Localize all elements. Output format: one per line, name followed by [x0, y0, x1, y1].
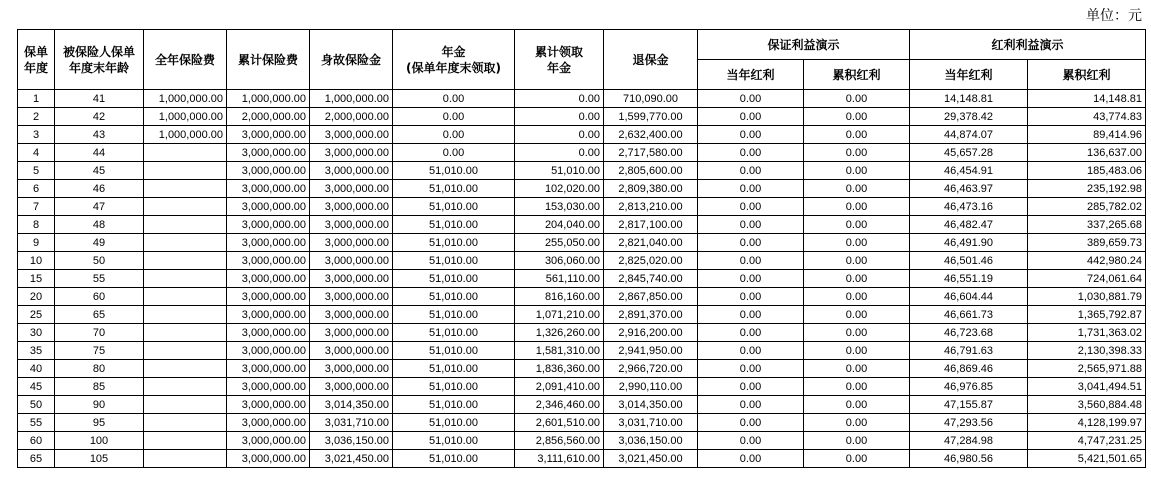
cell-guaranteed-cumulative: 0.00	[804, 396, 910, 414]
cell-death-benefit: 3,000,000.00	[310, 126, 393, 144]
cell-dividend-cumulative: 2,565,971.88	[1028, 360, 1146, 378]
cell-age: 45	[55, 162, 144, 180]
cell-surrender-value: 3,014,350.00	[604, 396, 698, 414]
cell-cumulative-annuity: 51,010.00	[515, 162, 604, 180]
table-row	[18, 324, 1146, 342]
cell-annuity: 0.00	[393, 144, 515, 162]
cell-dividend-current: 47,293.56	[910, 414, 1028, 432]
cell-dividend-current: 46,980.56	[910, 450, 1028, 468]
cell-dividend-current: 46,661.73	[910, 306, 1028, 324]
cell-annuity: 51,010.00	[393, 162, 515, 180]
cell-death-benefit: 3,000,000.00	[310, 144, 393, 162]
cell-cumulative-annuity: 1,326,260.00	[515, 324, 604, 342]
cell-annual-premium	[144, 324, 227, 342]
cell-dividend-current: 46,869.46	[910, 360, 1028, 378]
cell-cumulative-annuity: 1,836,360.00	[515, 360, 604, 378]
header-guaranteed-group: 保证利益演示	[698, 30, 910, 60]
cell-cumulative-premium: 3,000,000.00	[227, 252, 310, 270]
table-row	[18, 270, 1146, 288]
cell-age: 44	[55, 144, 144, 162]
cell-dividend-cumulative: 337,265.68	[1028, 216, 1146, 234]
cell-dividend-current: 44,874.07	[910, 126, 1028, 144]
cell-cumulative-premium: 3,000,000.00	[227, 324, 310, 342]
cell-dividend-cumulative: 389,659.73	[1028, 234, 1146, 252]
cell-policy-year: 1	[18, 90, 55, 108]
table-header	[18, 30, 1146, 90]
cell-dividend-current: 46,976.85	[910, 378, 1028, 396]
cell-annual-premium	[144, 306, 227, 324]
cell-annual-premium	[144, 414, 227, 432]
cell-guaranteed-cumulative: 0.00	[804, 144, 910, 162]
cell-guaranteed-cumulative: 0.00	[804, 450, 910, 468]
cell-dividend-cumulative: 3,560,884.48	[1028, 396, 1146, 414]
cell-guaranteed-cumulative: 0.00	[804, 378, 910, 396]
cell-age: 60	[55, 288, 144, 306]
cell-annual-premium	[144, 180, 227, 198]
cell-guaranteed-current: 0.00	[698, 288, 804, 306]
cell-dividend-current: 46,491.90	[910, 234, 1028, 252]
cell-age: 85	[55, 378, 144, 396]
cell-guaranteed-current: 0.00	[698, 396, 804, 414]
cell-dividend-cumulative: 89,414.96	[1028, 126, 1146, 144]
cell-dividend-current: 46,501.46	[910, 252, 1028, 270]
cell-annuity: 0.00	[393, 90, 515, 108]
cell-age: 105	[55, 450, 144, 468]
table-row	[18, 180, 1146, 198]
cell-death-benefit: 3,000,000.00	[310, 252, 393, 270]
cell-surrender-value: 2,821,040.00	[604, 234, 698, 252]
cell-annual-premium	[144, 342, 227, 360]
cell-annuity: 51,010.00	[393, 396, 515, 414]
cell-age: 70	[55, 324, 144, 342]
cell-policy-year: 2	[18, 108, 55, 126]
cell-dividend-cumulative: 5,421,501.65	[1028, 450, 1146, 468]
cell-cumulative-annuity: 1,071,210.00	[515, 306, 604, 324]
cell-death-benefit: 3,000,000.00	[310, 306, 393, 324]
cell-age: 47	[55, 198, 144, 216]
cell-death-benefit: 3,000,000.00	[310, 324, 393, 342]
table-row	[18, 342, 1146, 360]
cell-age: 90	[55, 396, 144, 414]
cell-cumulative-annuity: 204,040.00	[515, 216, 604, 234]
cell-policy-year: 30	[18, 324, 55, 342]
cell-guaranteed-cumulative: 0.00	[804, 432, 910, 450]
cell-guaranteed-cumulative: 0.00	[804, 162, 910, 180]
cell-surrender-value: 2,813,210.00	[604, 198, 698, 216]
cell-death-benefit: 3,000,000.00	[310, 360, 393, 378]
header-surrender-value: 退保金	[604, 30, 698, 90]
cell-guaranteed-cumulative: 0.00	[804, 414, 910, 432]
table-row	[18, 414, 1146, 432]
cell-cumulative-annuity: 3,111,610.00	[515, 450, 604, 468]
cell-dividend-current: 46,791.63	[910, 342, 1028, 360]
cell-annuity: 51,010.00	[393, 414, 515, 432]
cell-dividend-cumulative: 2,130,398.33	[1028, 342, 1146, 360]
cell-cumulative-premium: 3,000,000.00	[227, 144, 310, 162]
cell-policy-year: 8	[18, 216, 55, 234]
cell-guaranteed-current: 0.00	[698, 414, 804, 432]
cell-annual-premium	[144, 378, 227, 396]
cell-annuity: 51,010.00	[393, 378, 515, 396]
cell-cumulative-annuity: 255,050.00	[515, 234, 604, 252]
cell-policy-year: 5	[18, 162, 55, 180]
cell-cumulative-premium: 3,000,000.00	[227, 342, 310, 360]
cell-cumulative-premium: 3,000,000.00	[227, 396, 310, 414]
cell-dividend-cumulative: 185,483.06	[1028, 162, 1146, 180]
cell-guaranteed-cumulative: 0.00	[804, 126, 910, 144]
cell-cumulative-premium: 3,000,000.00	[227, 180, 310, 198]
cell-guaranteed-current: 0.00	[698, 216, 804, 234]
cell-dividend-cumulative: 1,365,792.87	[1028, 306, 1146, 324]
cell-age: 55	[55, 270, 144, 288]
cell-surrender-value: 710,090.00	[604, 90, 698, 108]
cell-annuity: 51,010.00	[393, 432, 515, 450]
cell-surrender-value: 2,845,740.00	[604, 270, 698, 288]
cell-cumulative-annuity: 816,160.00	[515, 288, 604, 306]
header-cumulative-annuity: 累计领取 年金	[515, 30, 604, 90]
cell-annuity: 51,010.00	[393, 288, 515, 306]
cell-annuity: 51,010.00	[393, 342, 515, 360]
cell-dividend-cumulative: 724,061.64	[1028, 270, 1146, 288]
cell-annual-premium	[144, 162, 227, 180]
cell-dividend-current: 46,473.16	[910, 198, 1028, 216]
cell-guaranteed-current: 0.00	[698, 324, 804, 342]
cell-surrender-value: 2,891,370.00	[604, 306, 698, 324]
table-row	[18, 396, 1146, 414]
cell-policy-year: 7	[18, 198, 55, 216]
cell-policy-year: 35	[18, 342, 55, 360]
cell-guaranteed-cumulative: 0.00	[804, 324, 910, 342]
header-death-benefit: 身故保险金	[310, 30, 393, 90]
header-dividend-current: 当年红利	[910, 60, 1028, 90]
cell-guaranteed-cumulative: 0.00	[804, 198, 910, 216]
cell-cumulative-annuity: 1,581,310.00	[515, 342, 604, 360]
cell-death-benefit: 3,000,000.00	[310, 288, 393, 306]
cell-guaranteed-current: 0.00	[698, 342, 804, 360]
cell-death-benefit: 3,000,000.00	[310, 342, 393, 360]
cell-annual-premium	[144, 396, 227, 414]
cell-death-benefit: 3,036,150.00	[310, 432, 393, 450]
cell-annuity: 0.00	[393, 108, 515, 126]
header-dividend-group: 红利利益演示	[910, 30, 1146, 60]
cell-cumulative-annuity: 561,110.00	[515, 270, 604, 288]
cell-annual-premium	[144, 270, 227, 288]
cell-age: 100	[55, 432, 144, 450]
cell-surrender-value: 2,825,020.00	[604, 252, 698, 270]
cell-guaranteed-current: 0.00	[698, 306, 804, 324]
cell-surrender-value: 1,599,770.00	[604, 108, 698, 126]
cell-guaranteed-cumulative: 0.00	[804, 270, 910, 288]
cell-cumulative-premium: 3,000,000.00	[227, 288, 310, 306]
cell-policy-year: 40	[18, 360, 55, 378]
cell-annuity: 51,010.00	[393, 450, 515, 468]
cell-cumulative-annuity: 0.00	[515, 90, 604, 108]
cell-guaranteed-current: 0.00	[698, 432, 804, 450]
table-row	[18, 432, 1146, 450]
table-body	[18, 90, 1146, 468]
table-row	[18, 126, 1146, 144]
cell-cumulative-premium: 3,000,000.00	[227, 198, 310, 216]
header-insured-age: 被保险人保单 年度末年龄	[55, 30, 144, 90]
cell-cumulative-premium: 2,000,000.00	[227, 108, 310, 126]
cell-annual-premium	[144, 198, 227, 216]
cell-cumulative-premium: 3,000,000.00	[227, 360, 310, 378]
cell-guaranteed-current: 0.00	[698, 270, 804, 288]
cell-cumulative-annuity: 2,601,510.00	[515, 414, 604, 432]
cell-dividend-current: 46,463.97	[910, 180, 1028, 198]
table-row	[18, 288, 1146, 306]
table-row	[18, 378, 1146, 396]
cell-dividend-current: 14,148.81	[910, 90, 1028, 108]
table-row	[18, 216, 1146, 234]
cell-annuity: 51,010.00	[393, 324, 515, 342]
cell-dividend-cumulative: 4,128,199.97	[1028, 414, 1146, 432]
cell-surrender-value: 2,916,200.00	[604, 324, 698, 342]
cell-annual-premium: 1,000,000.00	[144, 90, 227, 108]
cell-death-benefit: 3,000,000.00	[310, 198, 393, 216]
cell-guaranteed-current: 0.00	[698, 108, 804, 126]
cell-guaranteed-current: 0.00	[698, 378, 804, 396]
cell-dividend-current: 47,155.87	[910, 396, 1028, 414]
cell-dividend-current: 46,482.47	[910, 216, 1028, 234]
cell-surrender-value: 2,809,380.00	[604, 180, 698, 198]
cell-annual-premium	[144, 432, 227, 450]
cell-annual-premium	[144, 288, 227, 306]
cell-guaranteed-cumulative: 0.00	[804, 90, 910, 108]
cell-cumulative-premium: 3,000,000.00	[227, 162, 310, 180]
cell-dividend-current: 47,284.98	[910, 432, 1028, 450]
cell-surrender-value: 2,817,100.00	[604, 216, 698, 234]
cell-dividend-current: 46,604.44	[910, 288, 1028, 306]
cell-dividend-cumulative: 136,637.00	[1028, 144, 1146, 162]
cell-dividend-current: 29,378.42	[910, 108, 1028, 126]
cell-annuity: 51,010.00	[393, 216, 515, 234]
table-row	[18, 90, 1146, 108]
cell-guaranteed-cumulative: 0.00	[804, 234, 910, 252]
benefit-illustration-table	[17, 29, 1146, 468]
cell-cumulative-premium: 3,000,000.00	[227, 378, 310, 396]
cell-annual-premium	[144, 216, 227, 234]
cell-cumulative-premium: 3,000,000.00	[227, 270, 310, 288]
cell-cumulative-annuity: 102,020.00	[515, 180, 604, 198]
cell-annual-premium: 1,000,000.00	[144, 108, 227, 126]
header-annual-premium: 全年保险费	[144, 30, 227, 90]
table-row	[18, 360, 1146, 378]
table-row	[18, 450, 1146, 468]
table-row	[18, 306, 1146, 324]
cell-death-benefit: 3,000,000.00	[310, 216, 393, 234]
cell-guaranteed-current: 0.00	[698, 162, 804, 180]
cell-policy-year: 65	[18, 450, 55, 468]
cell-surrender-value: 2,990,110.00	[604, 378, 698, 396]
cell-death-benefit: 3,000,000.00	[310, 378, 393, 396]
cell-cumulative-premium: 3,000,000.00	[227, 234, 310, 252]
cell-guaranteed-current: 0.00	[698, 144, 804, 162]
cell-dividend-current: 45,657.28	[910, 144, 1028, 162]
unit-label: 单位：元	[1086, 8, 1142, 24]
cell-policy-year: 4	[18, 144, 55, 162]
table-row	[18, 108, 1146, 126]
cell-annual-premium	[144, 144, 227, 162]
cell-annuity: 51,010.00	[393, 180, 515, 198]
cell-guaranteed-current: 0.00	[698, 90, 804, 108]
cell-surrender-value: 3,021,450.00	[604, 450, 698, 468]
cell-guaranteed-cumulative: 0.00	[804, 360, 910, 378]
cell-cumulative-annuity: 153,030.00	[515, 198, 604, 216]
cell-cumulative-annuity: 0.00	[515, 144, 604, 162]
cell-annual-premium	[144, 234, 227, 252]
cell-cumulative-premium: 3,000,000.00	[227, 432, 310, 450]
cell-policy-year: 6	[18, 180, 55, 198]
cell-surrender-value: 2,867,850.00	[604, 288, 698, 306]
cell-age: 46	[55, 180, 144, 198]
cell-dividend-current: 46,551.19	[910, 270, 1028, 288]
cell-annual-premium	[144, 252, 227, 270]
cell-cumulative-premium: 3,000,000.00	[227, 306, 310, 324]
cell-policy-year: 55	[18, 414, 55, 432]
cell-age: 48	[55, 216, 144, 234]
cell-death-benefit: 3,000,000.00	[310, 234, 393, 252]
cell-policy-year: 9	[18, 234, 55, 252]
cell-age: 43	[55, 126, 144, 144]
cell-death-benefit: 3,000,000.00	[310, 162, 393, 180]
cell-age: 41	[55, 90, 144, 108]
table-row	[18, 162, 1146, 180]
cell-policy-year: 60	[18, 432, 55, 450]
cell-guaranteed-cumulative: 0.00	[804, 180, 910, 198]
cell-guaranteed-current: 0.00	[698, 126, 804, 144]
cell-death-benefit: 3,000,000.00	[310, 270, 393, 288]
cell-age: 75	[55, 342, 144, 360]
cell-policy-year: 50	[18, 396, 55, 414]
cell-cumulative-annuity: 0.00	[515, 108, 604, 126]
cell-annuity: 51,010.00	[393, 198, 515, 216]
cell-policy-year: 15	[18, 270, 55, 288]
cell-annual-premium: 1,000,000.00	[144, 126, 227, 144]
cell-age: 42	[55, 108, 144, 126]
cell-annuity: 51,010.00	[393, 306, 515, 324]
table-row	[18, 198, 1146, 216]
cell-surrender-value: 2,632,400.00	[604, 126, 698, 144]
header-cumulative-premium: 累计保险费	[227, 30, 310, 90]
cell-surrender-value: 2,805,600.00	[604, 162, 698, 180]
cell-policy-year: 3	[18, 126, 55, 144]
cell-guaranteed-current: 0.00	[698, 252, 804, 270]
cell-cumulative-premium: 1,000,000.00	[227, 90, 310, 108]
cell-guaranteed-current: 0.00	[698, 450, 804, 468]
cell-cumulative-premium: 3,000,000.00	[227, 450, 310, 468]
cell-surrender-value: 3,036,150.00	[604, 432, 698, 450]
header-annuity: 年金 (保单年度末领取)	[393, 30, 515, 90]
cell-age: 65	[55, 306, 144, 324]
header-guaranteed-current-dividend: 当年红利	[698, 60, 804, 90]
cell-dividend-cumulative: 285,782.02	[1028, 198, 1146, 216]
cell-age: 80	[55, 360, 144, 378]
cell-surrender-value: 3,031,710.00	[604, 414, 698, 432]
cell-guaranteed-cumulative: 0.00	[804, 252, 910, 270]
cell-dividend-cumulative: 442,980.24	[1028, 252, 1146, 270]
cell-dividend-current: 46,454.91	[910, 162, 1028, 180]
cell-guaranteed-current: 0.00	[698, 180, 804, 198]
cell-annuity: 51,010.00	[393, 234, 515, 252]
cell-annuity: 51,010.00	[393, 270, 515, 288]
cell-annuity: 0.00	[393, 126, 515, 144]
cell-dividend-cumulative: 14,148.81	[1028, 90, 1146, 108]
cell-cumulative-premium: 3,000,000.00	[227, 414, 310, 432]
cell-policy-year: 45	[18, 378, 55, 396]
cell-dividend-cumulative: 4,747,231.25	[1028, 432, 1146, 450]
cell-guaranteed-cumulative: 0.00	[804, 288, 910, 306]
header-dividend-cumulative: 累积红利	[1028, 60, 1146, 90]
cell-death-benefit: 3,000,000.00	[310, 180, 393, 198]
cell-age: 95	[55, 414, 144, 432]
cell-annual-premium	[144, 450, 227, 468]
cell-dividend-cumulative: 1,030,881.79	[1028, 288, 1146, 306]
cell-surrender-value: 2,966,720.00	[604, 360, 698, 378]
cell-dividend-cumulative: 1,731,363.02	[1028, 324, 1146, 342]
cell-cumulative-premium: 3,000,000.00	[227, 216, 310, 234]
header-policy-year: 保单 年度	[18, 30, 55, 90]
cell-cumulative-annuity: 306,060.00	[515, 252, 604, 270]
cell-death-benefit: 2,000,000.00	[310, 108, 393, 126]
header-guaranteed-cumulative-dividend: 累积红利	[804, 60, 910, 90]
cell-age: 49	[55, 234, 144, 252]
cell-policy-year: 10	[18, 252, 55, 270]
cell-age: 50	[55, 252, 144, 270]
cell-cumulative-annuity: 2,346,460.00	[515, 396, 604, 414]
cell-death-benefit: 3,031,710.00	[310, 414, 393, 432]
cell-guaranteed-cumulative: 0.00	[804, 216, 910, 234]
cell-annuity: 51,010.00	[393, 360, 515, 378]
cell-surrender-value: 2,717,580.00	[604, 144, 698, 162]
header-row-top	[18, 30, 1146, 60]
cell-death-benefit: 3,014,350.00	[310, 396, 393, 414]
table-row	[18, 234, 1146, 252]
cell-dividend-cumulative: 235,192.98	[1028, 180, 1146, 198]
table-row	[18, 252, 1146, 270]
table-row	[18, 144, 1146, 162]
cell-policy-year: 20	[18, 288, 55, 306]
cell-guaranteed-current: 0.00	[698, 234, 804, 252]
cell-dividend-cumulative: 43,774.83	[1028, 108, 1146, 126]
cell-death-benefit: 1,000,000.00	[310, 90, 393, 108]
cell-guaranteed-current: 0.00	[698, 360, 804, 378]
cell-cumulative-premium: 3,000,000.00	[227, 126, 310, 144]
cell-cumulative-annuity: 2,091,410.00	[515, 378, 604, 396]
cell-death-benefit: 3,021,450.00	[310, 450, 393, 468]
cell-dividend-current: 46,723.68	[910, 324, 1028, 342]
cell-guaranteed-current: 0.00	[698, 198, 804, 216]
cell-policy-year: 25	[18, 306, 55, 324]
cell-dividend-cumulative: 3,041,494.51	[1028, 378, 1146, 396]
cell-cumulative-annuity: 2,856,560.00	[515, 432, 604, 450]
cell-guaranteed-cumulative: 0.00	[804, 306, 910, 324]
cell-surrender-value: 2,941,950.00	[604, 342, 698, 360]
cell-annuity: 51,010.00	[393, 252, 515, 270]
cell-guaranteed-cumulative: 0.00	[804, 342, 910, 360]
cell-annual-premium	[144, 360, 227, 378]
cell-guaranteed-cumulative: 0.00	[804, 108, 910, 126]
cell-cumulative-annuity: 0.00	[515, 126, 604, 144]
